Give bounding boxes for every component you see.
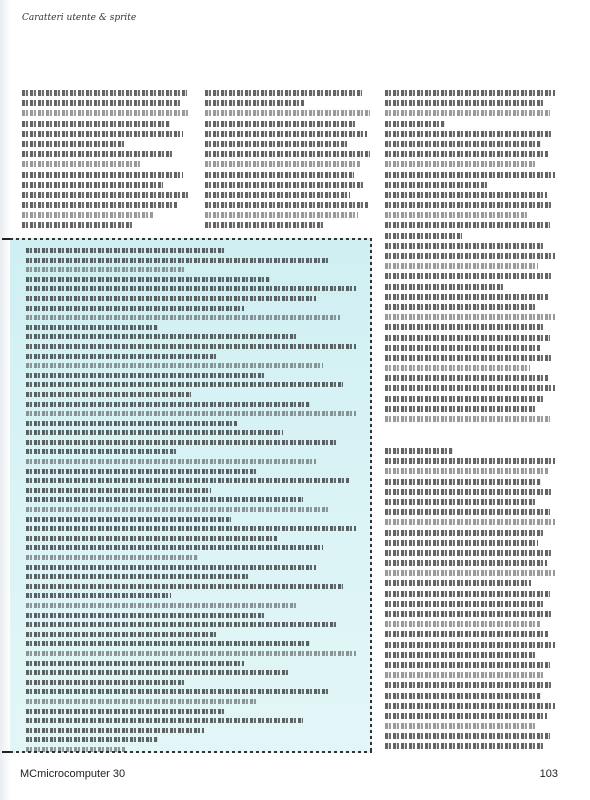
text-line [385, 355, 553, 361]
text-line [385, 448, 453, 454]
text-line [205, 182, 365, 188]
listing-line [26, 670, 290, 675]
text-line [22, 161, 140, 167]
listing-line [26, 497, 303, 502]
listing-line [26, 277, 270, 282]
listing-line [26, 565, 316, 570]
text-line [385, 90, 555, 96]
listing-line [26, 267, 184, 272]
text-line [385, 243, 543, 249]
listing-marker-top [2, 238, 10, 240]
text-line [385, 345, 540, 351]
text-line [22, 90, 187, 96]
text-line [385, 509, 550, 515]
listing-line [26, 363, 323, 368]
text-line [205, 172, 354, 178]
text-line [385, 324, 545, 330]
listing-line [26, 325, 158, 330]
text-line [385, 642, 555, 648]
text-line [385, 499, 535, 505]
text-line [22, 202, 177, 208]
text-line [385, 253, 555, 259]
text-line [385, 273, 553, 279]
listing-line [26, 354, 217, 359]
column-1-text [22, 90, 190, 230]
text-line [385, 110, 550, 116]
listing-line [26, 411, 356, 416]
listing-top-rule [10, 238, 372, 240]
text-line [385, 540, 538, 546]
text-line [385, 263, 538, 269]
text-line [385, 672, 545, 678]
text-line [205, 141, 347, 147]
text-line [385, 172, 555, 178]
text-line [385, 468, 548, 474]
listing-line [26, 469, 257, 474]
text-line [22, 121, 170, 127]
text-line [22, 141, 126, 147]
text-line [205, 90, 362, 96]
listing-line [26, 709, 224, 714]
text-line [385, 580, 531, 586]
listing-line [26, 440, 336, 445]
text-line [385, 693, 541, 699]
listing-line [26, 517, 231, 522]
text-line [385, 131, 553, 137]
listing-line [26, 737, 158, 742]
listing-line [26, 449, 178, 454]
magazine-footer: MCmicrocomputer 30 [20, 768, 126, 780]
text-line [205, 110, 370, 116]
text-line [205, 100, 304, 106]
listing-line [26, 574, 250, 579]
listing-line [26, 258, 330, 263]
text-line [385, 662, 550, 668]
listing-line [26, 315, 340, 320]
listing-line [26, 699, 257, 704]
listing-marker-bottom [2, 751, 10, 753]
text-line [385, 416, 550, 422]
text-line [385, 212, 528, 218]
text-line [385, 631, 548, 637]
text-line [22, 222, 133, 228]
listing-line [26, 296, 316, 301]
text-line [385, 703, 555, 709]
listing-line [26, 632, 217, 637]
text-line [385, 682, 552, 688]
text-line [205, 121, 357, 127]
listing-line [26, 603, 297, 608]
text-line [22, 212, 153, 218]
page-edge [0, 0, 10, 800]
text-line [205, 222, 324, 228]
listing-right-rule [370, 238, 372, 753]
listing-code-lines [26, 248, 356, 753]
listing-line [26, 402, 310, 407]
listing-line [26, 306, 244, 311]
text-line [385, 560, 547, 566]
text-line [385, 304, 535, 310]
text-line [385, 222, 550, 228]
listing-line [26, 545, 323, 550]
text-line [385, 479, 541, 485]
text-line [22, 131, 183, 137]
listing-line [26, 689, 330, 694]
listing-line [26, 373, 264, 378]
listing-line [26, 459, 316, 464]
text-line [385, 591, 550, 597]
column-2-text [205, 90, 370, 230]
text-line [385, 396, 543, 402]
column-3-text-upper [385, 90, 555, 425]
listing-line [26, 526, 356, 531]
listing-line [26, 344, 356, 349]
listing-line [26, 641, 310, 646]
text-line [385, 294, 548, 300]
text-line [385, 375, 548, 381]
text-line [22, 182, 163, 188]
text-line [385, 550, 552, 556]
listing-line [26, 593, 171, 598]
listing-line [26, 248, 224, 253]
listing-line [26, 507, 330, 512]
text-line [385, 100, 545, 106]
text-line [205, 131, 367, 137]
text-line [385, 233, 462, 239]
listing-line [26, 430, 283, 435]
listing-line [26, 382, 343, 387]
text-line [205, 151, 370, 157]
listing-line [26, 584, 343, 589]
text-line [205, 161, 360, 167]
listing-line [26, 286, 356, 291]
text-line [385, 621, 540, 627]
listing-line [26, 392, 191, 397]
text-line [385, 314, 555, 320]
text-line [385, 161, 535, 167]
text-line [385, 182, 487, 188]
text-line [385, 723, 535, 729]
text-line [385, 743, 543, 749]
program-listing-box [10, 238, 372, 753]
text-line [385, 458, 555, 464]
text-line [385, 570, 555, 576]
listing-line [26, 613, 264, 618]
listing-line [26, 718, 303, 723]
text-line [385, 335, 550, 341]
page-number: 103 [539, 768, 558, 780]
text-line [22, 172, 183, 178]
text-line [385, 141, 541, 147]
listing-line [26, 728, 204, 733]
listing-line [26, 651, 356, 656]
listing-line [26, 680, 184, 685]
text-line [385, 192, 547, 198]
text-line [205, 202, 368, 208]
listing-line [26, 661, 244, 666]
text-line [385, 489, 553, 495]
text-line [385, 611, 553, 617]
text-line [385, 365, 530, 371]
text-line [385, 530, 545, 536]
text-line [385, 519, 555, 525]
text-line [385, 652, 536, 658]
text-line [205, 212, 358, 218]
text-line [385, 202, 552, 208]
text-line [385, 713, 547, 719]
text-line [22, 110, 190, 116]
column-3-text-lower [385, 448, 555, 753]
listing-line [26, 421, 237, 426]
text-line [22, 192, 190, 198]
listing-line [26, 622, 336, 627]
text-line [385, 601, 543, 607]
text-line [385, 406, 536, 412]
text-line [385, 733, 550, 739]
section-header: Caratteri utente & sprite [22, 13, 137, 23]
text-line [385, 385, 555, 391]
listing-line [26, 555, 198, 560]
listing-line [26, 747, 125, 752]
text-line [22, 151, 173, 157]
text-line [205, 192, 350, 198]
text-line [22, 100, 180, 106]
text-line [385, 151, 548, 157]
listing-line [26, 478, 349, 483]
listing-line [26, 536, 277, 541]
listing-line [26, 488, 211, 493]
text-line [385, 121, 445, 127]
listing-line [26, 334, 297, 339]
text-line [385, 284, 504, 290]
